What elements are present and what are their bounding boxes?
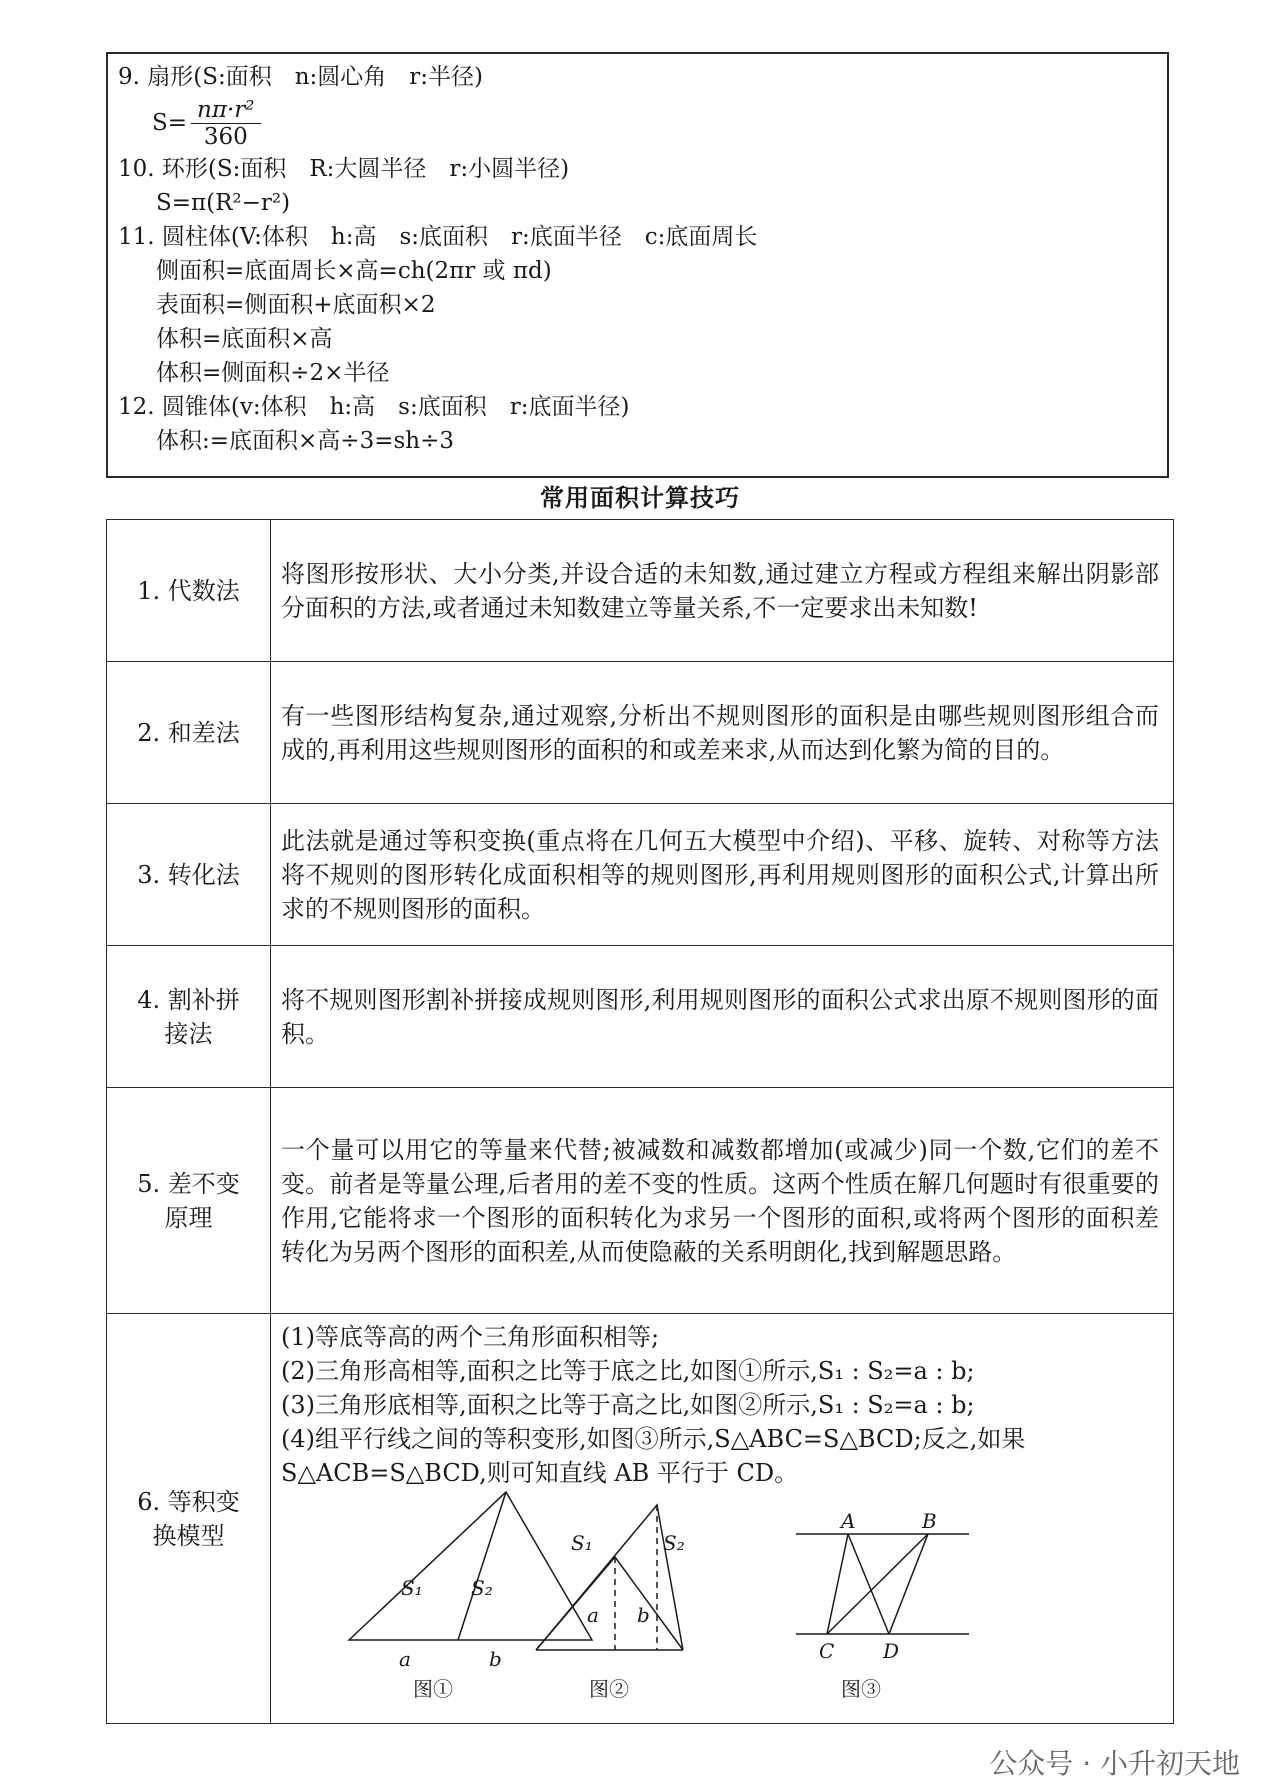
fig1-b: b (489, 1646, 502, 1671)
diagram-svg (281, 1490, 1161, 1722)
fig3-label-a: A (841, 1508, 856, 1533)
cylinder-line: 体积=底面积×高 (156, 326, 333, 352)
fig3-seg-bd (889, 1534, 928, 1634)
technique-desc: 将图形按形状、大小分类,并设合适的未知数,通过建立方程或方程组来解出阴影部分面积的方法,或者通过未知数建立等量关系,不一定要求出未知数! (271, 520, 1174, 662)
model-item: (1)等底等高的两个三角形面积相等; (281, 1322, 660, 1351)
footer-watermark: 公众号 · 小升初天地 (989, 1747, 1240, 1780)
cylinder-title: 11. 圆柱体(V:体积 h:高 s:底面积 r:底面半径 c:底面周长 (118, 224, 758, 250)
fig1-a: a (399, 1646, 411, 1671)
technique-name: 1. 代数法 (107, 520, 271, 662)
technique-desc: 将不规则图形割补拼接成规则图形,利用规则图形的面积公式求出原不规则图形的面积。 (271, 946, 1174, 1088)
diagrams (281, 1490, 1159, 1722)
model-name: 6. 等积变换模型 (107, 1314, 271, 1724)
model-item: (4)组平行线之间的等积变形,如图③所示,S△ABC=S△BCD;反之,如果 (281, 1424, 1026, 1453)
sector-formula (118, 94, 1167, 152)
fig2-s2: S₂ (663, 1530, 685, 1555)
cylinder-line: 体积=侧面积÷2×半径 (156, 360, 390, 386)
ring-title: 10. 环形(S:面积 R:大圆半径 r:小圆半径) (118, 156, 570, 182)
fig1-caption: 图① (413, 1676, 453, 1701)
fig3-seg-bc (827, 1534, 928, 1634)
figure-2 (536, 1505, 683, 1650)
fig3-seg-ac (827, 1534, 848, 1634)
fig3-caption: 图③ (841, 1676, 881, 1701)
fig1-triangle (349, 1492, 592, 1640)
model-item: S△ACB=S△BCD,则可知直线 AB 平行于 CD。 (281, 1458, 799, 1487)
technique-desc: 有一些图形结构复杂,通过观察,分析出不规则图形的面积是由哪些规则图形组合而成的,再利用这些规则图形的面积的和或差来求,从而达到化繁为简的目的。 (271, 662, 1174, 804)
figure-1 (349, 1492, 592, 1640)
sector-numerator: nπ·r² (191, 97, 260, 124)
fig3-label-c: C (819, 1638, 835, 1663)
model-row (107, 1314, 1174, 1724)
cone-title: 12. 圆锥体(v:体积 h:高 s:底面积 r:底面半径) (118, 394, 630, 420)
section-title: 常用面积计算技巧 (540, 484, 740, 512)
technique-row (107, 662, 1174, 804)
cone-formula: 体积:=底面积×高÷3=sh÷3 (156, 428, 454, 454)
technique-name: 3. 转化法 (107, 804, 271, 946)
fig2-s1: S₁ (571, 1530, 593, 1555)
cylinder-line: 表面积=侧面积+底面积×2 (156, 292, 436, 318)
sector-s: S= (152, 110, 188, 136)
ring-formula: S=π(R²−r²) (156, 190, 291, 216)
techniques-table (106, 519, 1174, 1724)
fig2-b: b (637, 1602, 650, 1627)
fig1-s2: S₂ (471, 1575, 493, 1600)
fig3-seg-ad (848, 1534, 889, 1634)
formula-box (106, 52, 1169, 478)
technique-name: 2. 和差法 (107, 662, 271, 804)
technique-name: 4. 割补拼接法 (107, 946, 271, 1088)
fig2-triangle-1 (536, 1557, 683, 1650)
cylinder-line: 侧面积=底面周长×高=ch(2πr 或 πd) (156, 258, 552, 284)
figure-3 (796, 1534, 969, 1634)
technique-desc: 此法就是通过等积变换(重点将在几何五大模型中介绍)、平移、旋转、对称等方法将不规则的图形转化成面积相等的规则图形,再利用规则图形的面积公式,计算出所求的不规则图形的面积。 (271, 804, 1174, 946)
technique-row (107, 1088, 1174, 1314)
fig3-label-d: D (883, 1638, 900, 1663)
technique-desc: 一个量可以用它的等量来代替;被减数和减数都增加(或减少)同一个数,它们的差不变。前者是等量公理,后者用的差不变的性质。这两个性质在解几何题时有很重要的作用,它能将求一个图形的面积转化为求另一个图形的面积,或将两个图形的面积差转化为另两个图形的面积差,从而使隐蔽的关系明朗化,找到解题思路。 (271, 1088, 1174, 1314)
fig2-a: a (587, 1602, 599, 1627)
fig3-label-b: B (922, 1508, 937, 1533)
fig2-caption: 图② (589, 1676, 629, 1701)
fig2-triangle-2 (536, 1505, 683, 1650)
model-desc (271, 1314, 1174, 1724)
sector-title: 9. 扇形(S:面积 n:圆心角 r:半径) (118, 64, 484, 90)
technique-row (107, 946, 1174, 1088)
fig1-s1: S₁ (401, 1575, 423, 1600)
model-item: (3)三角形底相等,面积之比等于高之比,如图②所示,S₁ : S₂=a : b; (281, 1390, 975, 1419)
technique-row (107, 804, 1174, 946)
model-item: (2)三角形高相等,面积之比等于底之比,如图①所示,S₁ : S₂=a : b; (281, 1356, 975, 1385)
sector-denominator: 360 (203, 123, 248, 150)
technique-name: 5. 差不变原理 (107, 1088, 271, 1314)
sector-fraction (191, 97, 260, 150)
technique-row (107, 520, 1174, 662)
